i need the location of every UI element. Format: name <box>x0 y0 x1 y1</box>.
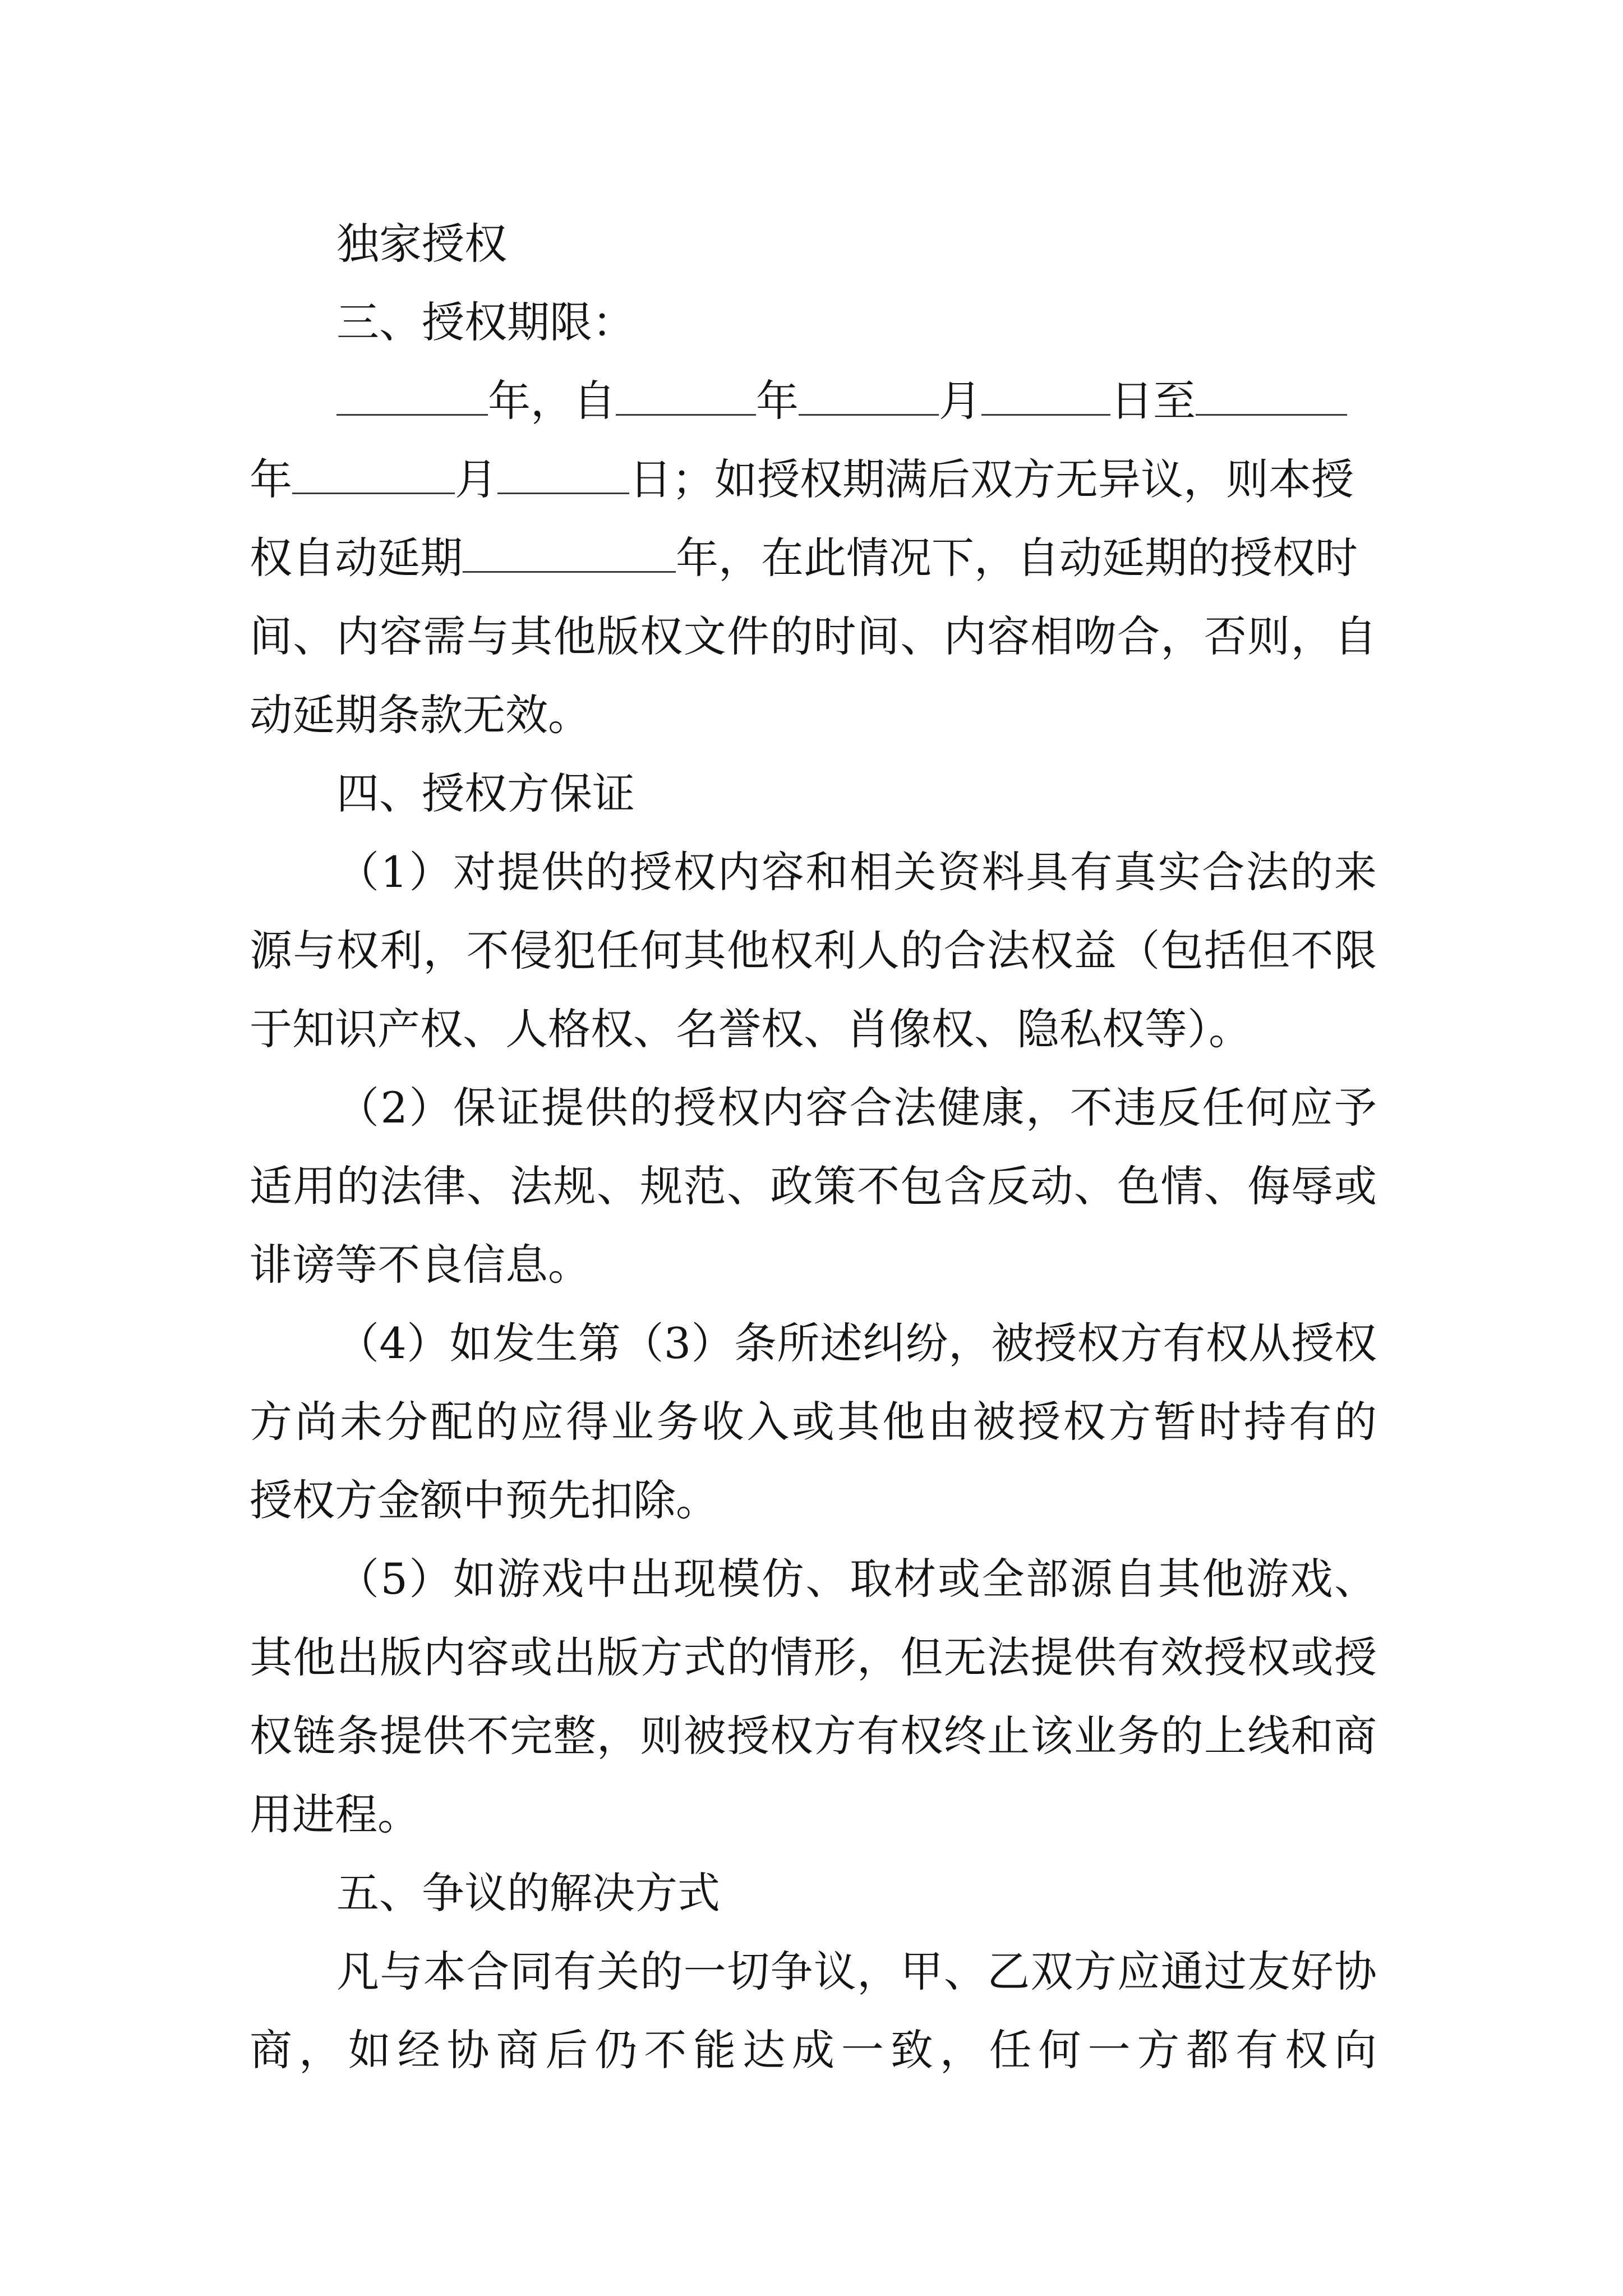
blank-end-year <box>1196 375 1347 416</box>
term-line-4: 间、内容需与其他版权文件的时间、内容相吻合，否则，自 <box>250 611 1377 661</box>
term-text: 权自动延期 <box>250 533 463 583</box>
section-heading-authorization-period: 三、授权期限： <box>336 297 635 347</box>
blank-years <box>336 375 488 416</box>
guarantee-item-2-line-3: 诽谤等不良信息。 <box>250 1240 591 1290</box>
term-text: 月 <box>455 454 497 504</box>
term-line-2 <box>250 452 1377 508</box>
guarantee-item-2-line-1: （2）保证提供的授权内容合法健康，不违反任何应予 <box>336 1083 1377 1133</box>
guarantee-item-5-line-3: 权链条提供不完整，则被授权方有权终止该业务的上线和商 <box>250 1711 1377 1761</box>
section-heading-guarantees: 四、授权方保证 <box>336 769 635 818</box>
guarantee-item-1-line-2: 源与权利，不侵犯任何其他权利人的合法权益（包括但不限 <box>250 926 1377 976</box>
guarantee-item-1-line-1: （1）对提供的授权内容和相关资料具有真实合法的来 <box>336 847 1377 897</box>
guarantee-item-4-line-1: （4）如发生第（3）条所述纠纷，被授权方有权从授权 <box>336 1318 1377 1368</box>
blank-end-month <box>292 453 455 494</box>
guarantee-item-4-line-3: 授权方金额中预先扣除。 <box>250 1475 718 1525</box>
term-text: 年，自 <box>488 376 616 426</box>
blank-end-day <box>497 453 629 494</box>
term-line-3 <box>250 530 1377 586</box>
dispute-line-1: 凡与本合同有关的一切争议，甲、乙双方应通过友好协 <box>336 1947 1377 1996</box>
blank-extension-years <box>463 532 676 573</box>
blank-start-year <box>616 375 756 416</box>
term-text: 日；如授权期满后双方无异议，则本授 <box>629 454 1354 504</box>
guarantee-item-1-line-3: 于知识产权、人格权、名誉权、肖像权、隐私权等）。 <box>250 1004 1251 1054</box>
term-text: 年 <box>250 454 292 504</box>
term-text: 月 <box>939 376 981 426</box>
term-line-5: 动延期条款无效。 <box>250 690 591 740</box>
term-text: 日至 <box>1110 376 1196 426</box>
section-heading-dispute-resolution: 五、争议的解决方式 <box>336 1868 720 1918</box>
term-line-1 <box>336 373 1377 429</box>
term-text: 年 <box>756 376 799 426</box>
blank-start-day <box>981 375 1110 416</box>
guarantee-item-2-line-2: 适用的法律、法规、规范、政策不包含反动、色情、侮辱或 <box>250 1161 1377 1211</box>
paragraph-exclusive-authorization: 独家授权 <box>336 219 507 269</box>
guarantee-item-5-line-2: 其他出版内容或出版方式的情形，但无法提供有效授权或授 <box>250 1632 1377 1682</box>
guarantee-item-5-line-4: 用进程。 <box>250 1789 420 1839</box>
dispute-line-2: 商，如经协商后仍不能达成一致，任何一方都有权向 <box>250 2025 1377 2075</box>
guarantee-item-5-line-1: （5）如游戏中出现模仿、取材或全部源自其他游戏、 <box>336 1554 1377 1604</box>
term-text: 年，在此情况下，自动延期的授权时 <box>676 533 1358 583</box>
guarantee-item-4-line-2: 方尚未分配的应得业务收入或其他由被授权方暂时持有的 <box>250 1397 1377 1447</box>
blank-start-month <box>799 375 939 416</box>
